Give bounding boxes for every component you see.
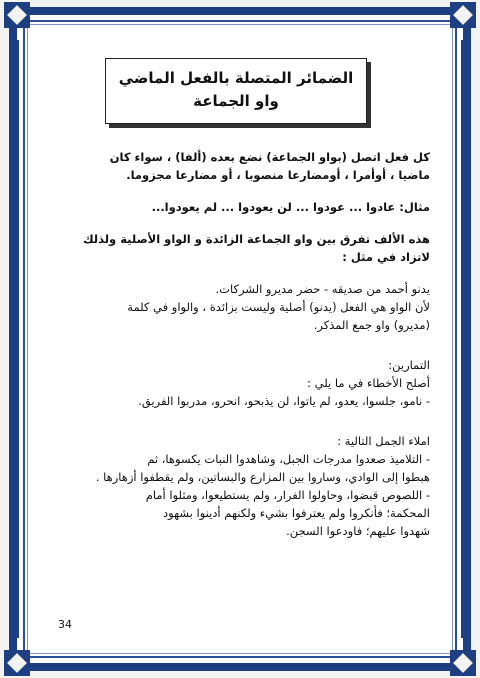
- sample-line-3: (مديرو) واو جمع المذكر.: [313, 318, 430, 332]
- exercise-1-title: أصلح الأخطاء في ما يلي :: [307, 376, 430, 390]
- lesson-title-box: [105, 58, 367, 124]
- distinction-line-2: لاتزاد في مثل :: [342, 250, 430, 264]
- example-line: مثال: عادوا ... عودوا ... لن يعودوا ... لم يعودوا...: [151, 200, 430, 214]
- sample-line-1: يدنو أحمد من صديقه - حضر مديرو الشركات.: [215, 282, 430, 296]
- distinction-line-1: هذه الألف تفرق بين واو الجماعة الزائدة و الواو الأصلية ولذلك: [83, 232, 430, 246]
- rule-line-1: كل فعل اتصل (بواو الجماعة) نضع بعده (ألفا) ، سواء كان: [109, 150, 430, 164]
- exercise-1-text: - نامو، جلسوا، يعدو، لم ياتوا، لن يذبحو، انحرو، مدربوا الفريق.: [138, 394, 430, 408]
- top-left-corner-ornament-icon: [4, 2, 30, 28]
- lesson-subtitle: واو الجماعة: [193, 92, 279, 110]
- exercise-2-title: املاء الجمل التالية :: [337, 434, 430, 448]
- lesson-content: [40, 140, 430, 540]
- left-border-ornament: [15, 40, 19, 638]
- bottom-left-corner-ornament-icon: [4, 650, 30, 676]
- sample-line-2: لأن الواو هي الفعل (يدنو) أصلية وليست بزائدة ، والواو في كلمة: [127, 300, 430, 314]
- exercise-2-line: - اللصوص قبضوا، وحاولوا الفرار، ولم يستطيعوا، ومثلوا أمام: [145, 488, 430, 502]
- bottom-right-corner-ornament-icon: [450, 650, 476, 676]
- exercise-2-line: شهدوا عليهم؛ فاودعوا السجن.: [286, 524, 430, 538]
- top-right-corner-ornament-icon: [450, 2, 476, 28]
- right-border-ornament: [461, 40, 465, 638]
- rule-line-2: ماضيا ، أوأمرا ، أومضارعا منصوبا ، أو مضارعا مجزوما.: [126, 168, 430, 182]
- exercise-2-line: المحكمة؛ فأنكروا ولم يعترفوا بشيء ولكنهم أدينوا بشهود: [163, 506, 430, 520]
- exercises-heading: التمارين:: [388, 358, 430, 372]
- page-number: 34: [58, 618, 72, 631]
- exercise-2-line: هبطوا إلى الوادي، وساروا بين المزارع والبساتين، ولم يقطفوا أزهارها .: [95, 470, 430, 484]
- lesson-title: الضمائر المتصلة بالفعل الماضي: [118, 69, 354, 87]
- exercise-2-line: - التلاميذ صعدوا مدرجات الجبل، وشاهدوا النبات يكسوها، ثم: [147, 452, 430, 466]
